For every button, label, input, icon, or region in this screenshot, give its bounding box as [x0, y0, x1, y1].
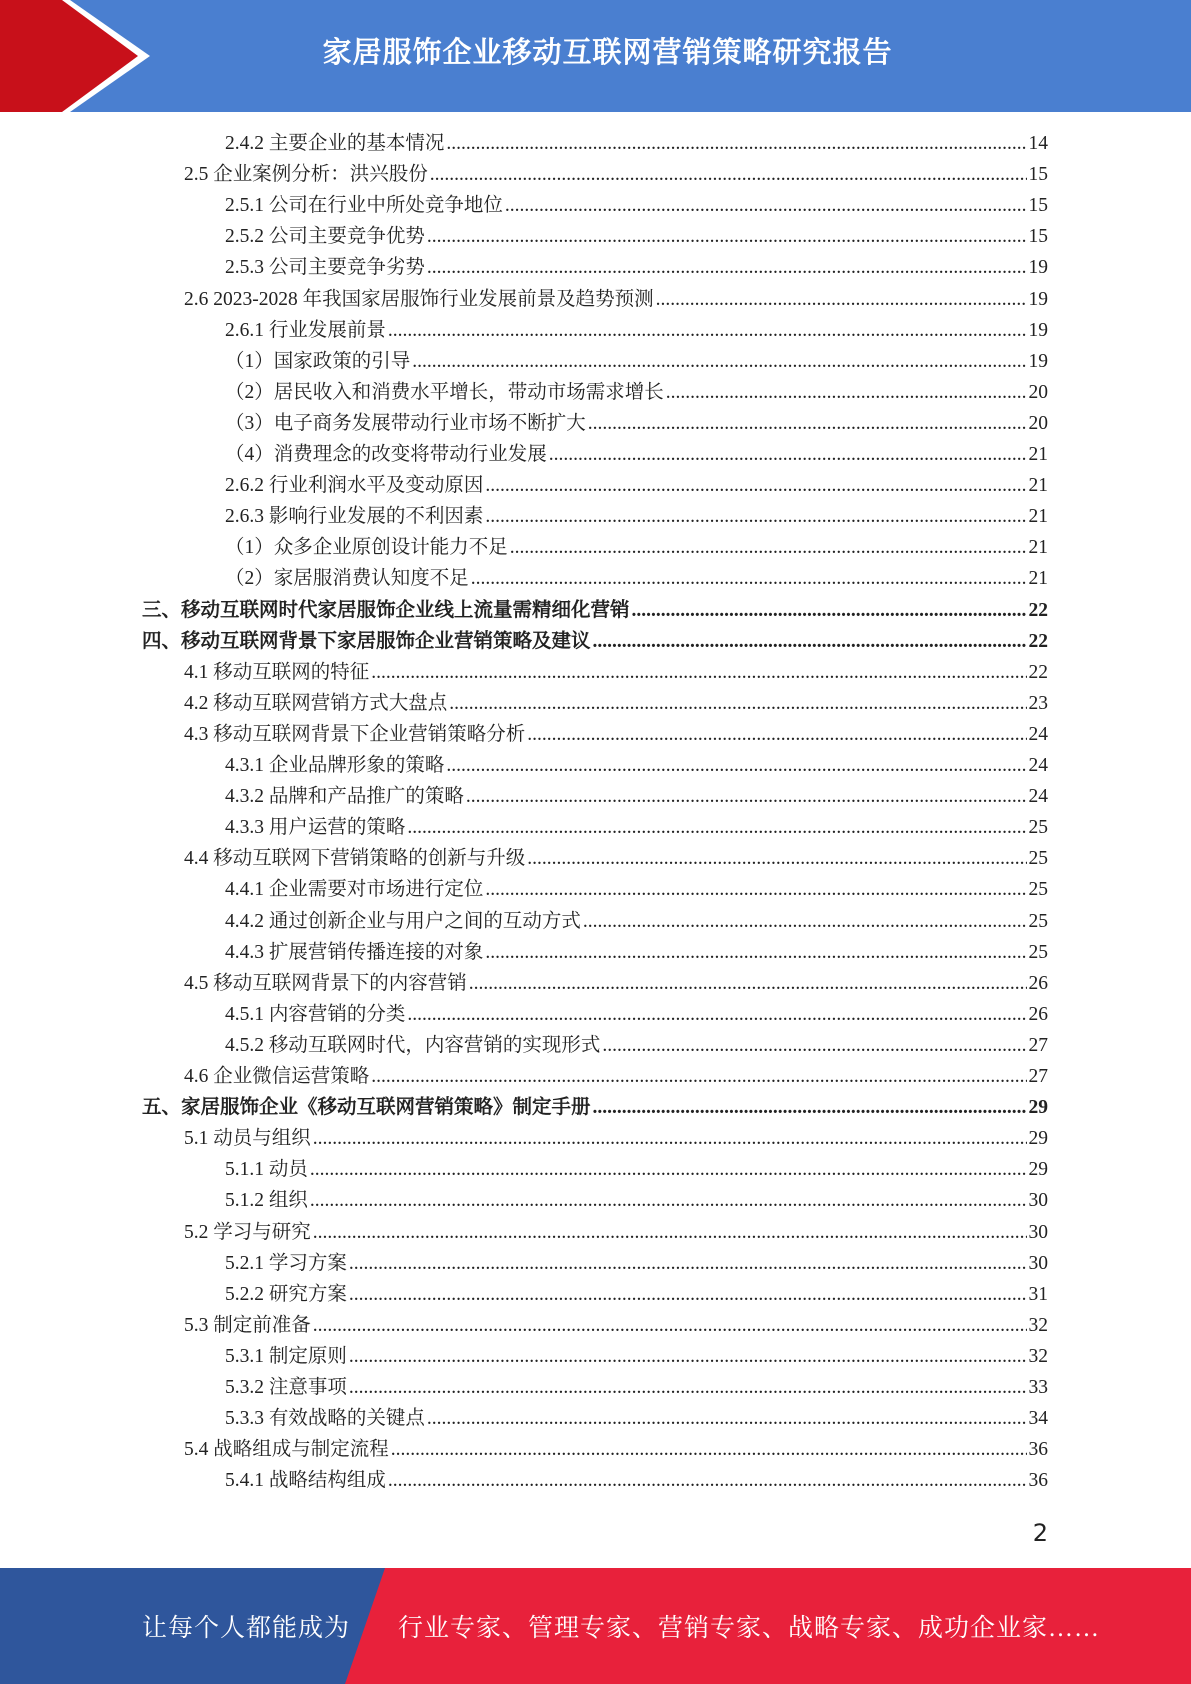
toc-entry-label: 2.5.3 公司主要竞争劣势 [225, 257, 425, 279]
toc-entry[interactable] [225, 190, 1048, 221]
toc-entry-label: （2）家居服消费认知度不足 [225, 568, 469, 590]
toc-dot-leader [656, 284, 1027, 315]
toc-entry-label: 4.4.1 企业需要对市场进行定位 [225, 879, 484, 901]
toc-entry-page: 15 [1028, 164, 1048, 186]
toc-entry[interactable] [225, 346, 1048, 377]
toc-entry-page: 29 [1028, 1128, 1048, 1150]
toc-entry[interactable] [184, 843, 1048, 874]
toc-entry-page: 25 [1028, 817, 1048, 839]
toc-entry-label: 4.2 移动互联网营销方式大盘点 [184, 692, 448, 714]
toc-dot-leader [427, 1403, 1027, 1434]
toc-entry[interactable] [184, 719, 1048, 750]
toc-dot-leader [313, 1123, 1027, 1154]
toc-entry-page: 22 [1028, 599, 1048, 621]
toc-dot-leader [388, 315, 1027, 346]
toc-entry-page: 19 [1028, 288, 1048, 310]
page-number: 2 [1032, 1519, 1048, 1547]
toc-entry-page: 25 [1028, 941, 1048, 963]
page-footer [0, 1568, 1191, 1684]
toc-dot-leader [427, 221, 1027, 252]
toc-entry[interactable] [184, 657, 1048, 688]
toc-entry-label: 5.1.2 组织 [225, 1190, 308, 1212]
toc-entry-label: （1）众多企业原创设计能力不足 [225, 537, 508, 559]
toc-entry-page: 32 [1028, 1345, 1048, 1367]
toc-entry[interactable] [225, 315, 1048, 346]
toc-entry-page: 24 [1028, 723, 1048, 745]
toc-entry-page: 24 [1028, 786, 1048, 808]
toc-entry-page: 22 [1028, 630, 1048, 652]
toc-entry-page: 23 [1028, 692, 1048, 714]
toc-entry[interactable] [142, 1092, 1048, 1123]
toc-entry-page: 32 [1028, 1314, 1048, 1336]
toc-entry-label: 4.5.1 内容营销的分类 [225, 1003, 406, 1025]
toc-entry[interactable] [142, 626, 1048, 657]
toc-entry-page: 30 [1028, 1252, 1048, 1274]
toc-entry[interactable] [225, 1372, 1048, 1403]
toc-dot-leader [583, 906, 1027, 937]
toc-entry-label: 4.3 移动互联网背景下企业营销策略分析 [184, 723, 526, 745]
toc-dot-leader [449, 688, 1026, 719]
toc-entry-page: 19 [1028, 257, 1048, 279]
toc-entry-label: 2.4.2 主要企业的基本情况 [225, 133, 445, 154]
toc-entry[interactable] [225, 128, 1048, 159]
toc-dot-leader [485, 470, 1026, 501]
toc-entry-page: 33 [1028, 1377, 1048, 1398]
toc-entry-label: 4.4 移动互联网下营销策略的创新与升级 [184, 848, 526, 870]
toc-entry-page: 19 [1028, 319, 1048, 341]
report-title: 家居服饰企业移动互联网营销策略研究报告 [322, 34, 893, 69]
toc-entry-page: 29 [1028, 1097, 1048, 1119]
toc-entry[interactable] [225, 750, 1048, 781]
toc-entry[interactable] [225, 906, 1048, 937]
toc-entry-label: 2.6.2 行业利润水平及变动原因 [225, 475, 484, 497]
toc-dot-leader [549, 439, 1027, 470]
toc-entry-label: 4.5.2 移动互联网时代，内容营销的实现形式 [225, 1034, 601, 1056]
toc-entry-page: 25 [1028, 879, 1048, 901]
toc-dot-leader [471, 563, 1027, 594]
toc-entry-label: 4.4.2 通过创新企业与用户之间的互动方式 [225, 910, 581, 932]
toc-entry-label: （3）电子商务发展带动行业市场不断扩大 [225, 412, 586, 434]
toc-entry-label: 5.2.2 研究方案 [225, 1283, 347, 1305]
footer-slogan-right: 行业专家、管理专家、营销专家、战略专家、成功企业家…… [398, 1615, 1101, 1642]
toc-dot-leader [310, 1154, 1027, 1185]
footer-slogan-left: 让每个人都能成为 [142, 1615, 351, 1642]
toc-entry-label: 2.6.3 影响行业发展的不利因素 [225, 506, 484, 528]
toc-entry[interactable] [225, 221, 1048, 252]
toc-dot-leader [588, 408, 1027, 439]
toc-dot-leader [407, 812, 1026, 843]
toc-entry[interactable] [225, 1154, 1048, 1185]
toc-dot-leader [349, 1248, 1027, 1279]
toc-dot-leader [407, 999, 1026, 1030]
toc-entry[interactable] [184, 1434, 1048, 1465]
toc-dot-leader [313, 1310, 1027, 1341]
toc-entry-label: 5.2 学习与研究 [184, 1221, 311, 1243]
toc-entry[interactable] [225, 532, 1048, 563]
toc-entry-page: 29 [1028, 1159, 1048, 1181]
toc-dot-leader [485, 501, 1026, 532]
toc-entry[interactable] [225, 252, 1048, 283]
toc-entry-label: 4.5 移动互联网背景下的内容营销 [184, 972, 467, 994]
toc-entry-page: 27 [1028, 1034, 1048, 1056]
toc-entry-label: 4.3.1 企业品牌形象的策略 [225, 755, 445, 776]
toc-dot-leader [310, 1185, 1027, 1216]
toc-entry-page: 15 [1028, 195, 1048, 217]
toc-dot-leader [469, 968, 1027, 999]
toc-entry-page: 20 [1028, 412, 1048, 434]
toc-entry-label: 2.5.2 公司主要竞争优势 [225, 226, 425, 248]
toc-entry-label: 5.3.1 制定原则 [225, 1345, 347, 1367]
page-header [0, 0, 1191, 112]
toc-entry[interactable] [225, 408, 1048, 439]
toc-entry-page: 21 [1028, 475, 1048, 497]
toc-dot-leader [505, 190, 1027, 221]
toc-entry-page: 25 [1028, 848, 1048, 870]
toc-entry-label: 2.6.1 行业发展前景 [225, 319, 386, 341]
toc-entry[interactable] [184, 968, 1048, 999]
toc-entry-label: （1）国家政策的引导 [225, 350, 411, 372]
toc-dot-leader [632, 595, 1027, 626]
toc-dot-leader [466, 781, 1027, 812]
toc-entry[interactable] [142, 595, 1048, 626]
toc-dot-leader [527, 843, 1026, 874]
toc-entry-page: 34 [1028, 1408, 1048, 1430]
toc-entry-page: 22 [1028, 661, 1048, 683]
toc-entry[interactable] [225, 1341, 1048, 1372]
toc-dot-leader [371, 1061, 1026, 1092]
toc-entry-label: 4.1 移动互联网的特征 [184, 661, 370, 683]
toc-dot-leader [510, 532, 1027, 563]
toc-entry[interactable] [225, 1465, 1048, 1496]
toc-entry-label: 4.6 企业微信运营策略 [184, 1066, 370, 1087]
toc-entry-page: 21 [1028, 506, 1048, 528]
toc-entry-label: 四、移动互联网背景下家居服饰企业营销策略及建议 [142, 630, 591, 652]
toc-entry[interactable] [225, 781, 1048, 812]
toc-dot-leader [485, 937, 1026, 968]
toc-entry-page: 30 [1028, 1190, 1048, 1212]
toc-entry-page: 20 [1028, 381, 1048, 403]
toc-dot-leader [371, 657, 1026, 688]
toc-dot-leader [349, 1279, 1027, 1310]
toc-dot-leader [313, 1217, 1027, 1248]
toc-entry[interactable] [225, 1248, 1048, 1279]
toc-dot-leader [430, 159, 1027, 190]
toc-entry-page: 31 [1028, 1283, 1048, 1305]
toc-dot-leader [349, 1341, 1027, 1372]
toc-entry[interactable] [225, 1279, 1048, 1310]
toc-entry-page: 21 [1028, 444, 1048, 465]
toc-entry-label: 五、家居服饰企业《移动互联网营销策略》制定手册 [142, 1097, 591, 1119]
toc-entry-label: 5.2.1 学习方案 [225, 1252, 347, 1274]
toc-entry[interactable] [184, 1123, 1048, 1154]
toc-entry-label: 2.5 企业案例分析：洪兴股份 [184, 164, 428, 186]
toc-entry[interactable] [184, 159, 1048, 190]
toc-dot-leader [446, 128, 1026, 159]
toc-entry-page: 19 [1028, 350, 1048, 372]
toc-entry-label: 5.3 制定前准备 [184, 1314, 311, 1336]
toc-entry[interactable] [225, 563, 1048, 594]
toc-entry[interactable] [184, 284, 1048, 315]
toc-dot-leader [593, 1092, 1027, 1123]
toc-entry[interactable] [225, 501, 1048, 532]
toc-entry[interactable] [184, 1310, 1048, 1341]
toc-entry-label: 4.3.3 用户运营的策略 [225, 817, 406, 839]
toc-entry[interactable] [225, 937, 1048, 968]
toc-entry-label: （4）消费理念的改变将带动行业发展 [225, 444, 547, 465]
toc-entry-label: 5.3.2 注意事项 [225, 1377, 347, 1398]
toc-entry[interactable] [225, 470, 1048, 501]
toc-entry-page: 24 [1028, 755, 1048, 776]
toc-entry-label: 4.3.2 品牌和产品推广的策略 [225, 786, 464, 808]
toc-entry-page: 36 [1028, 1470, 1048, 1492]
toc-entry-label: 三、移动互联网时代家居服饰企业线上流量需精细化营销 [142, 599, 630, 621]
toc-entry-page: 30 [1028, 1221, 1048, 1243]
toc-entry-page: 36 [1028, 1439, 1048, 1461]
toc-entry-label: 5.3.3 有效战略的关键点 [225, 1408, 425, 1430]
toc-entry[interactable] [225, 1030, 1048, 1061]
toc-entry[interactable] [184, 1061, 1048, 1092]
toc-dot-leader [412, 346, 1026, 377]
toc-dot-leader [527, 719, 1026, 750]
toc-dot-leader [427, 252, 1027, 283]
toc-entry[interactable] [225, 1403, 1048, 1434]
toc-entry[interactable] [225, 439, 1048, 470]
toc-dot-leader [391, 1434, 1027, 1465]
toc-dot-leader [602, 1030, 1026, 1061]
toc-entry-page: 26 [1028, 972, 1048, 994]
toc-entry-page: 14 [1028, 133, 1048, 154]
toc-entry[interactable] [225, 812, 1048, 843]
toc-entry[interactable] [225, 377, 1048, 408]
toc-entry-label: 4.4.3 扩展营销传播连接的对象 [225, 941, 484, 963]
toc-entry[interactable] [225, 999, 1048, 1030]
toc-dot-leader [388, 1465, 1027, 1496]
toc-entry-label: （2）居民收入和消费水平增长，带动市场需求增长 [225, 381, 664, 403]
toc-entry-label: 5.4.1 战略结构组成 [225, 1470, 386, 1492]
toc-dot-leader [593, 626, 1027, 657]
toc-entry-page: 21 [1028, 537, 1048, 559]
toc-entry[interactable] [184, 688, 1048, 719]
toc-entry-label: 5.1 动员与组织 [184, 1128, 311, 1150]
toc-entry-page: 25 [1028, 910, 1048, 932]
toc-entry-label: 2.6 2023-2028 年我国家居服饰行业发展前景及趋势预测 [184, 288, 654, 310]
toc-entry-label: 5.1.1 动员 [225, 1159, 308, 1181]
toc-entry-label: 2.5.1 公司在行业中所处竞争地位 [225, 195, 503, 217]
toc-entry[interactable] [225, 1185, 1048, 1216]
toc-entry-page: 26 [1028, 1003, 1048, 1025]
toc-entry-label: 5.4 战略组成与制定流程 [184, 1439, 389, 1461]
toc-dot-leader [446, 750, 1026, 781]
toc-entry-page: 27 [1028, 1066, 1048, 1087]
toc-entry[interactable] [225, 874, 1048, 905]
toc-dot-leader [666, 377, 1027, 408]
toc-entry[interactable] [184, 1217, 1048, 1248]
toc-dot-leader [485, 874, 1026, 905]
toc-entry-page: 15 [1028, 226, 1048, 248]
toc-entry-page: 21 [1028, 568, 1048, 590]
toc-dot-leader [349, 1372, 1027, 1403]
